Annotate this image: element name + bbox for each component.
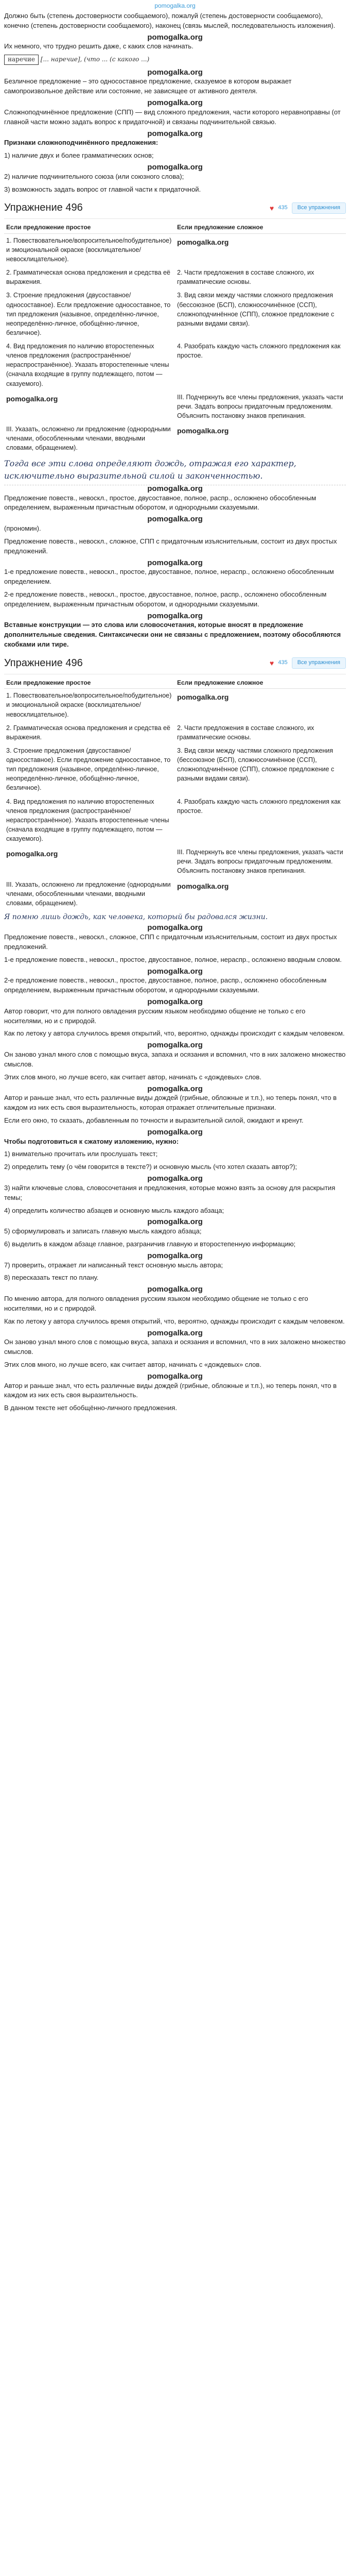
analysis-text: Чтобы подготовиться к сжатому изложению, нужно: (4, 1137, 179, 1145)
watermark: pomogalka.org (147, 67, 203, 77)
table-cell: 4. Разобрать каждую часть сложного предложения как простое. (177, 343, 341, 360)
watermark: pomogalka.org (147, 515, 203, 524)
table-header-simple: Если предложение простое (4, 677, 175, 689)
analysis-text: 4) определить количество абзацев и основную мысль каждого абзаца; (4, 1206, 224, 1214)
table-cell: 3. Вид связи между частями сложного предложения (бессоюзное (БСП), сложносочинённое (ССП), сложноподчинённое (СПП), сложное предложение с разными видами связи). (177, 292, 335, 327)
analysis-section (4, 494, 346, 650)
table-row (4, 266, 346, 289)
watermark: pomogalka.org (147, 98, 203, 108)
analysis-text: Как по летоку у автора случилось время открытий, что, вероятно, однажды происходит с каждым человеком. (4, 1029, 345, 1038)
intro-text: 3) возможность задать вопрос от главной части к придаточной. (4, 185, 201, 193)
table-cell (175, 878, 346, 910)
analysis-text: 2) определить тему (о чём говорится в тексте?) и основную мысль (что хотел сказать автор?); (4, 1163, 297, 1171)
exercise-title: Упражнение 496 (4, 657, 83, 669)
table-cell: III. Подчеркнуть все члены предложения, указать части речи. Задать вопросы придаточным предложениям. Объяснить постановку знаков препинания. (177, 393, 343, 419)
watermark: pomogalka.org (147, 1217, 203, 1227)
analysis-text: По мнению автора, для полного овладения русским языком необходимо общение не только с его носителями, но и с природой. (4, 1295, 308, 1312)
likes-count: 435 (278, 659, 288, 666)
table-cell: III. Указать, осложнено ли предложение (однородными членами, обособленными членами, вводными словами, обращением). (6, 426, 171, 452)
table-cell: 4. Вид предложения по наличию второстепенных членов предложения (распространённое/нераспространённое). Указать второстепенные члены (сначала входящие в группу подлежащего, потом — сказуемого). (6, 798, 169, 843)
watermark: pomogalka.org (147, 129, 203, 138)
table-cell: 3. Строение предложения (двусоставное/односоставное). Если предложение односоставное, то тип предложения (назывное, определённо-личное, неопределённо-личное, обобщённо-личное, безличное). (6, 747, 171, 792)
watermark: pomogalka.org (177, 693, 229, 702)
intro-text: Должно быть (степень достоверности сообщаемого), пожалуй (степень достоверности сообщаемого), конечно (степень достоверности сообщаемого), наконец (связь мыслей, последовательность изложения). (4, 12, 336, 29)
watermark: pomogalka.org (177, 882, 229, 890)
table-row (4, 845, 346, 877)
watermark: pomogalka.org (147, 558, 203, 567)
analysis-text: Он заново узнал много слов с помощью вкуса, запаха и осязания и вспомнил, что в них заложено множество смыслов. (4, 1050, 346, 1068)
watermark: pomogalka.org (147, 484, 203, 493)
watermark: pomogalka.org (147, 923, 203, 933)
watermark: pomogalka.org (147, 997, 203, 1006)
analysis-text: 1) внимательно прочитать или прослушать текст; (4, 1150, 158, 1158)
table-header-complex: Если предложение сложное (175, 677, 346, 689)
watermark: pomogalka.org (177, 238, 229, 246)
all-exercises-button[interactable]: Все упражнения (292, 202, 346, 214)
table-cell: 4. Разобрать каждую часть сложного предложения как простое. (177, 798, 341, 815)
intro-section (4, 11, 346, 194)
table-cell: III. Указать, осложнено ли предложение (однородными членами, обособленными членами, вводными словами, обращением). (6, 880, 171, 907)
watermark: pomogalka.org (147, 1251, 203, 1260)
table-cell (4, 391, 175, 422)
exercise-header (4, 654, 346, 674)
table-row (4, 289, 346, 340)
watermark: pomogalka.org (147, 32, 203, 42)
analysis-text: Этих слов много, но лучше всего, как считает автор, начинать с «дождевых» слов. (4, 1360, 261, 1368)
watermark: pomogalka.org (147, 1328, 203, 1337)
analysis-text: Автор и раньше знал, что есть различные виды дождей (грибные, обложные и т.п.), но теперь понял, что в каждом из них есть своя выразительность, которая отражает отличительные признаки. (4, 1094, 337, 1112)
exercise-header (4, 198, 346, 219)
watermark: pomogalka.org (147, 1174, 203, 1183)
watermark: pomogalka.org (147, 1041, 203, 1050)
analysis-text: 6) выделить в каждом абзаце главное, разграничив главную и второстепенную информацию; (4, 1240, 296, 1248)
watermark: pomogalka.org (147, 162, 203, 172)
table-cell: 3. Строение предложения (двусоставное/односоставное). Если предложение односоставное, то тип предложения (назывное, определённо-личное, неопределённо-личное, обобщённо-личное, безличное). (6, 292, 171, 336)
table-cell (4, 845, 175, 877)
table-cell: 4. Вид предложения по наличию второстепенных членов предложения (распространённое/нераспространённое). Указать второстепенные члены (сначала входящие в группу подлежащего, потом — сказуемого). (6, 343, 169, 387)
table-header-complex: Если предложение сложное (175, 222, 346, 233)
analysis-text: Он заново узнал много слов с помощью вкуса, запаха и осязания и вспомнил, что в них заложено множество смыслов. (4, 1338, 346, 1356)
scheme-box: наречие (4, 55, 39, 64)
sentence-scheme (4, 55, 346, 64)
watermark: pomogalka.org (147, 967, 203, 976)
analysis-table (4, 222, 346, 454)
analysis-text: 2-е предложение повеств., невоскл., простое, двусоставное, полное, распр., осложнено обособленным определением, выраженным причастным оборотом, и однородными сказуемыми. (4, 976, 327, 994)
table-row (4, 340, 346, 391)
analysis-text: Как по летоку у автора случилось время открытий, что, вероятно, однажды происходит с каждым человеком. (4, 1317, 345, 1325)
analysis-text: 2-е предложение повеств., невоскл., простое, двусоставное, полное, распр., осложнено обособленным определением, выраженным причастным оборотом, и однородными сказуемыми. (4, 590, 327, 608)
table-row (4, 878, 346, 910)
analysis-text: 1-е предложение повеств., невоскл., простое, двусоставное, полное, нераспр., осложнено вводным словом. (4, 955, 342, 963)
table-row (4, 391, 346, 422)
table-row (4, 233, 346, 266)
analysis-text: 3) найти ключевые слова, словосочетания и предложения, которые можно взять за основу для раскрытия темы; (4, 1183, 336, 1201)
table-row (4, 795, 346, 846)
analysis-text: 1-е предложение повеств., невоскл., простое, двусоставное, полное, нераспр., осложнено обособленным определением. (4, 568, 334, 586)
table-cell (175, 233, 346, 266)
handwritten-sentence: Я помню лишь дождь, как человека, который бы радовался жизни. (4, 912, 268, 921)
exercise-actions (270, 202, 346, 214)
table-cell: 3. Вид связи между частями сложного предложения (бессоюзное (БСП), сложносочинённое (ССП), сложноподчинённое (СПП), сложное предложение с разными видами связи). (177, 747, 335, 783)
handwritten-sentence: Тогда все эти слова определяют дождь, отражая его характер, исключительно выразительной силой и законченностью. (4, 454, 346, 485)
exercise-title: Упражнение 496 (4, 202, 83, 214)
analysis-text: 7) проверить, отражает ли написанный текст основную мысль автора; (4, 1261, 223, 1269)
analysis-section (4, 933, 346, 1413)
analysis-text: 5) сформулировать и записать главную мысль каждого абзаца; (4, 1227, 202, 1235)
heart-icon[interactable]: ♥ (269, 659, 274, 668)
table-cell: III. Подчеркнуть все члены предложения, указать части речи. Задать вопросы придаточным предложениям. Объяснить постановку знаков препинания. (177, 849, 343, 875)
table-cell: 1. Повествовательное/вопросительное/побудительное) и эмоциональной окраске (восклицательное/невосклицательное). (6, 692, 172, 718)
intro-text: Безличное предложение – это односоставное предложение, сказуемое в котором выражает самопроизвольное действие или состояние, не зависящее от активного деятеля. (4, 77, 292, 95)
analysis-text: Вставные конструкции — это слова или словосочетания, которые вносят в предложение дополнительные сведения. Синтаксически они не связаны с предложением, поэтому обособляются скобками или тире. (4, 621, 341, 649)
site-header[interactable]: pomogalka.org (154, 2, 196, 9)
analysis-text: Предложение повеств., невоскл., простое, двусоставное, полное, распр., осложнено обособленным определением, выраженным причастным оборотом, и однородными сказуемыми. (4, 494, 317, 512)
watermark: pomogalka.org (6, 394, 58, 403)
table-header-simple: Если предложение простое (4, 222, 175, 233)
watermark: pomogalka.org (147, 1127, 203, 1137)
likes-count: 435 (278, 204, 288, 211)
analysis-text: Автор говорит, что для полного овладения русским языком необходимо общение не только с его носителями, но и с природой. (4, 1007, 306, 1025)
analysis-text: 8) пересказать текст по плану. (4, 1274, 99, 1282)
watermark: pomogalka.org (6, 850, 58, 858)
analysis-text: Если его окно, то сказать, добавленным по точности и выразительной силой, ожидают и кренут. (4, 1116, 304, 1124)
watermark: pomogalka.org (147, 1371, 203, 1381)
table-row (4, 689, 346, 721)
table-row (4, 422, 346, 454)
table-cell: 1. Повествовательное/вопросительное/побудительное) и эмоциональной окраске (восклицательное/невосклицательное). (6, 236, 172, 263)
intro-text: Признаки сложноподчинённого предложения: (4, 139, 159, 147)
table-cell: 2. Части предложения в составе сложного, их грамматические основы. (177, 269, 314, 286)
analysis-table (4, 677, 346, 910)
all-exercises-button[interactable]: Все упражнения (292, 657, 346, 669)
analysis-text: Этих слов много, но лучше всего, как считает автор, начинать с «дождевых» слов. (4, 1073, 261, 1081)
analysis-text: Предложение повеств., невоскл., сложное, СПП с придаточным изъяснительным, состоит из двух простых предложений. (4, 537, 337, 555)
watermark: pomogalka.org (147, 1084, 203, 1093)
table-cell: 2. Грамматическая основа предложения и средства её выражения. (6, 269, 170, 286)
table-cell (175, 689, 346, 721)
watermark: pomogalka.org (147, 611, 203, 620)
intro-text: 1) наличие двух и более грамматических основ; (4, 151, 154, 160)
watermark: pomogalka.org (147, 1285, 203, 1294)
watermark: pomogalka.org (177, 427, 229, 435)
table-cell: 2. Грамматическая основа предложения и средства её выражения. (6, 724, 170, 741)
exercise-actions (270, 657, 346, 669)
table-row (4, 721, 346, 744)
intro-text: 2) наличие подчинительного союза (или союзного слова); (4, 172, 184, 180)
intro-text: Сложноподчинённое предложение (СПП) — вид сложного предложения, части которого неравноправны (от главной части можно задать вопрос к придаточной) и связаны подчинительной связью. (4, 108, 341, 126)
intro-text: Их немного, что трудно решить даже, с каких слов начинать. (4, 42, 194, 50)
table-cell: 2. Части предложения в составе сложного, их грамматические основы. (177, 724, 314, 741)
scheme-text: [... наречие], (что ... (с какого ...) (40, 56, 150, 63)
analysis-text: В данном тексте нет обобщённо-личного предложения. (4, 1404, 177, 1412)
analysis-text: Предложение повеств., невоскл., сложное, СПП с придаточным изъяснительным, состоит из двух простых предложений. (4, 933, 337, 951)
heart-icon[interactable]: ♥ (269, 204, 274, 212)
table-row (4, 744, 346, 795)
analysis-text: Автор и раньше знал, что есть различные виды дождей (грибные, обложные и т.п.), но теперь понял, что в каждом из них есть своя выразительность. (4, 1381, 337, 1399)
analysis-text: (прономин). (4, 524, 41, 532)
table-cell (175, 422, 346, 454)
